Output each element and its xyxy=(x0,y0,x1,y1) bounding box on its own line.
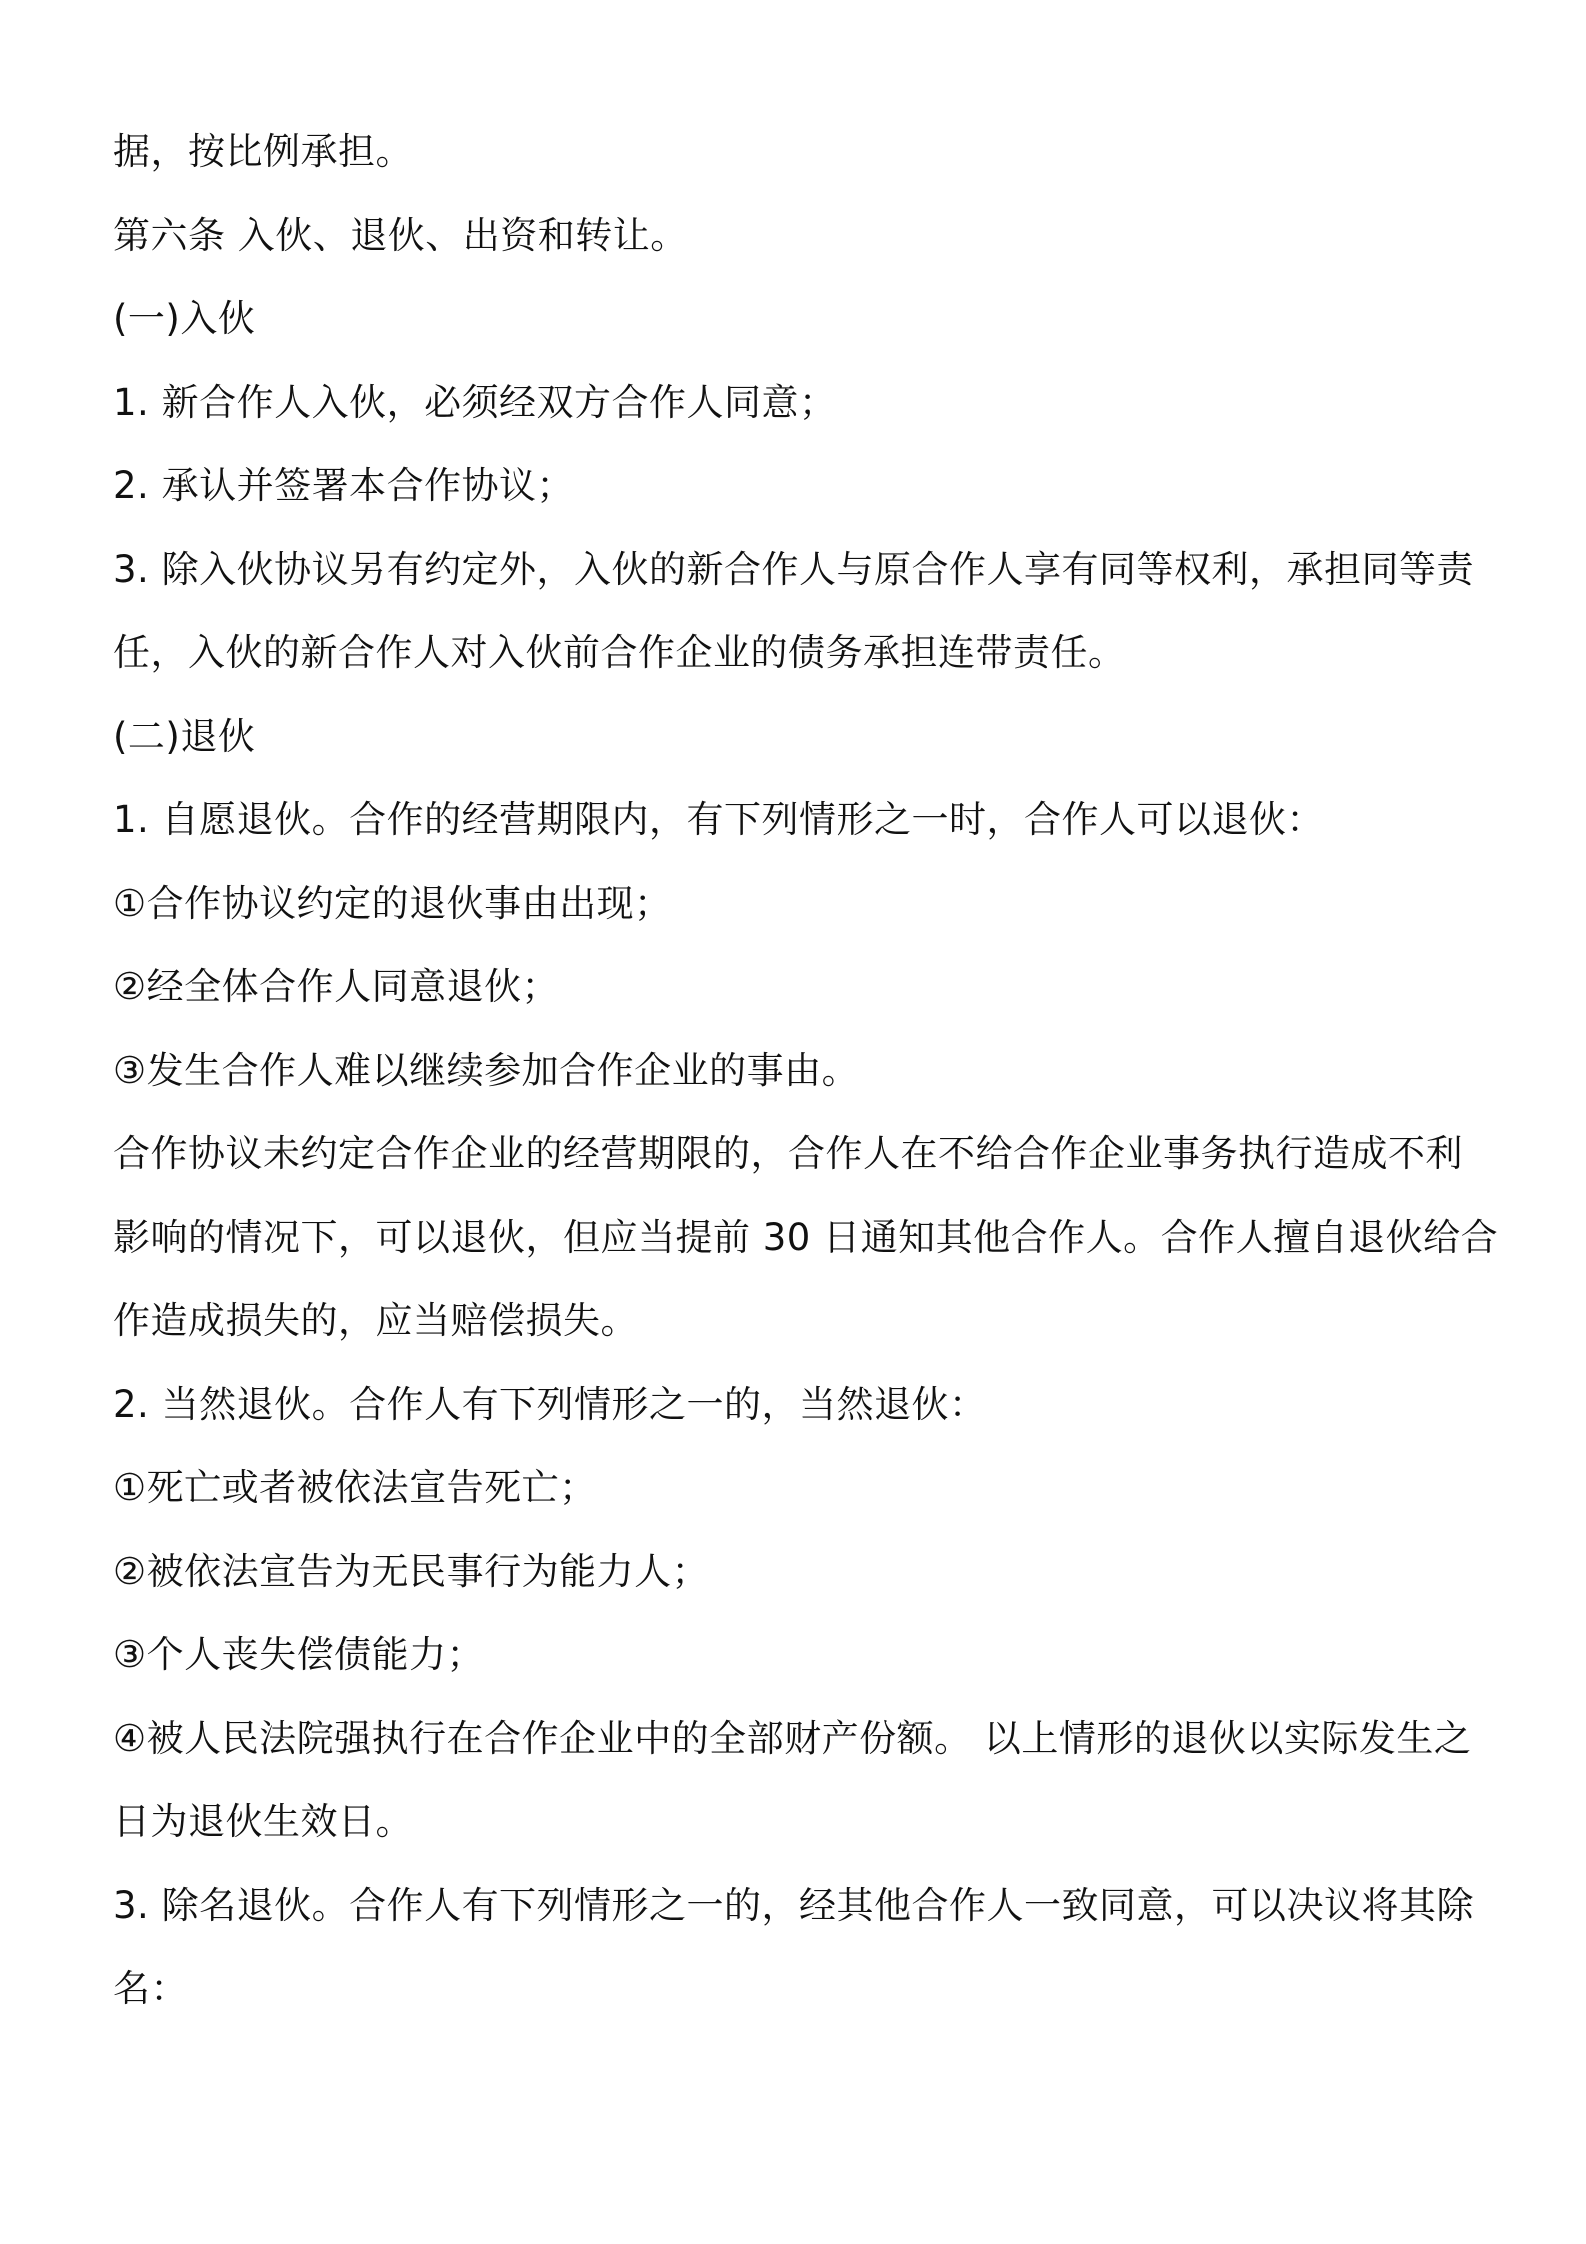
text-line: 2. 承认并签署本合作协议； xyxy=(113,464,575,507)
text-line: ③个人丧失偿债能力； xyxy=(113,1633,485,1676)
text-line: ④被人民法院强执行在合作企业中的全部财产份额。 以上情形的退伙以实际发生之 xyxy=(113,1716,1472,1760)
text-line: 2. 当然退伙。合作人有下列情形之一的，当然退伙： xyxy=(113,1382,987,1426)
text-line: ①合作协议约定的退伙事由出现； xyxy=(113,881,672,925)
text-line: ②经全体合作人同意退伙； xyxy=(113,965,560,1008)
document-body xyxy=(113,110,1499,2031)
text-line: ②被依法宣告为无民事行为能力人； xyxy=(113,1549,710,1593)
text-line: 1. 自愿退伙。合作的经营期限内，有下列情形之一时，合作人可以退伙： xyxy=(113,798,1325,841)
text-line: 3. 除入伙协议另有约定外，入伙的新合作人与原合作人享有同等权利，承担同等责 xyxy=(113,547,1475,591)
section-heading: 第六条 入伙、退伙、出资和转让。 xyxy=(113,213,688,257)
text-line: 3. 除名退伙。合作人有下列情形之一的，经其他合作人一致同意，可以决议将其除 xyxy=(113,1883,1475,1927)
text-line: ③发生合作人难以继续参加合作企业的事由。 xyxy=(113,1048,860,1092)
text-line: 作造成损失的，应当赔偿损失。 xyxy=(113,1299,638,1342)
subsection-heading: (二)退伙 xyxy=(113,714,256,758)
text-line: 任，入伙的新合作人对入伙前合作企业的债务承担连带责任。 xyxy=(113,631,1126,674)
text-line: 日为退伙生效日。 xyxy=(113,1800,413,1843)
subsection-heading: (一)入伙 xyxy=(113,297,256,340)
text-line: 据，按比例承担。 xyxy=(113,130,413,173)
text-line: 合作协议未约定合作企业的经营期限的，合作人在不给合作企业事务执行造成不利 xyxy=(113,1132,1463,1175)
text-line: ①死亡或者被依法宣告死亡； xyxy=(113,1466,597,1509)
text-line: 1. 新合作人入伙，必须经双方合作人同意； xyxy=(113,380,837,424)
text-line: 影响的情况下，可以退伙，但应当提前 30 日通知其他合作人。合作人擅自退伙给合 xyxy=(113,1215,1499,1259)
text-line: 名： xyxy=(113,1967,188,2010)
